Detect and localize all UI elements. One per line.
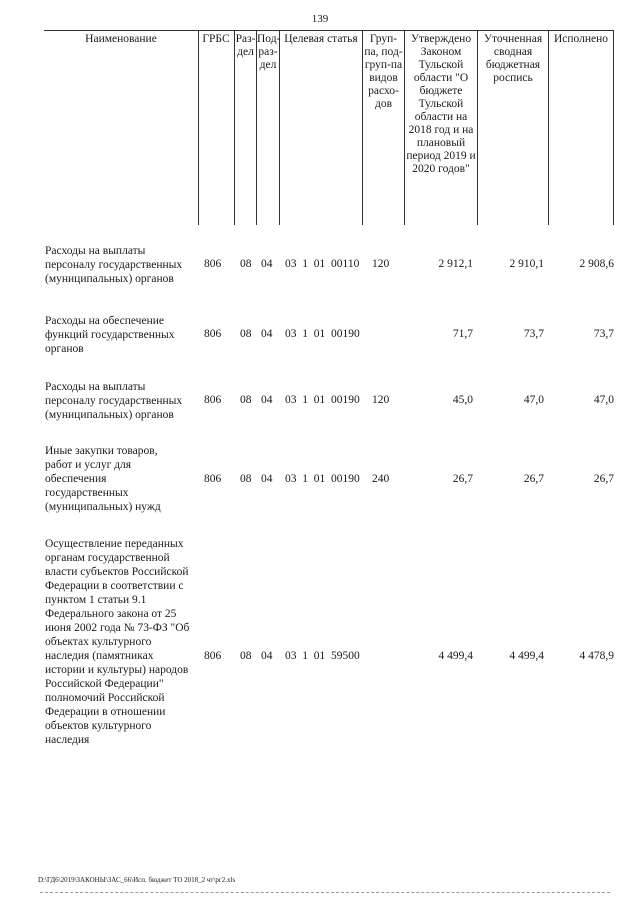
column-divider [548, 30, 549, 225]
header-podrazdel: Под-раз-дел [257, 33, 281, 71]
row-razdel: 08 [240, 650, 252, 662]
header-refined: Уточненная сводная бюджетная роспись [483, 33, 543, 84]
row-approved: 71,7 [452, 328, 473, 340]
row-razdel: 08 [240, 473, 252, 485]
row-name: Расходы на выплаты персоналу государственных (муниципальных) органов [45, 381, 183, 421]
table-header [44, 30, 614, 225]
footer-rule [40, 892, 610, 893]
header-group: Груп-па, под-груп-па видов расхо-дов [364, 33, 403, 110]
header-approved: Утверждено Законом Тульской области "О бюджете Тульской области на 2018 год и на плановый период 2019 и 2020 годов" [406, 33, 476, 175]
column-divider [198, 30, 199, 225]
header-name: Наименование [85, 33, 157, 45]
row-approved: 4 499,4 [438, 650, 473, 662]
row-executed: 2 908,6 [579, 258, 614, 270]
row-approved: 45,0 [452, 394, 473, 406]
row-executed: 26,7 [593, 473, 614, 485]
row-podrazdel: 04 [261, 258, 273, 270]
row-refined: 26,7 [523, 473, 544, 485]
row-grbs: 806 [204, 394, 222, 406]
row-group: 120 [372, 258, 390, 270]
row-podrazdel: 04 [261, 473, 273, 485]
row-grbs: 806 [204, 473, 222, 485]
row-target: 03 1 01 00110 [285, 258, 360, 270]
column-divider [234, 30, 235, 225]
row-refined: 47,0 [523, 394, 544, 406]
row-group: 120 [372, 394, 390, 406]
header-target: Целевая статья [284, 33, 358, 45]
row-podrazdel: 04 [261, 328, 273, 340]
row-executed: 4 478,9 [579, 650, 614, 662]
row-grbs: 806 [204, 258, 222, 270]
row-name: Иные закупки товаров, работ и услуг для обеспечения государственных (муниципальных) нужд [45, 445, 161, 513]
header-razdel: Раз-дел [235, 33, 256, 58]
row-refined: 2 910,1 [509, 258, 544, 270]
row-podrazdel: 04 [261, 650, 273, 662]
page-number: 139 [311, 13, 329, 25]
row-executed: 73,7 [593, 328, 614, 340]
row-target: 03 1 01 00190 [285, 394, 360, 406]
file-path-footer: D:\ГД6\2019\ЗАКОНЫ\ЗАС_66\Исп. бюджет ТО 2018_2 чт\рг2.xls [38, 876, 236, 884]
row-group: 240 [372, 473, 390, 485]
row-target: 03 1 01 59500 [285, 650, 360, 662]
row-razdel: 08 [240, 258, 252, 270]
row-grbs: 806 [204, 328, 222, 340]
row-approved: 2 912,1 [438, 258, 473, 270]
row-razdel: 08 [240, 394, 252, 406]
header-executed: Исполнено [553, 33, 609, 45]
row-target: 03 1 01 00190 [285, 473, 360, 485]
row-name: Расходы на выплаты персоналу государственных (муниципальных) органов [45, 245, 183, 285]
header-grbs: ГРБС [202, 33, 230, 45]
row-podrazdel: 04 [261, 394, 273, 406]
row-refined: 73,7 [523, 328, 544, 340]
row-refined: 4 499,4 [509, 650, 544, 662]
row-name: Расходы на обеспечение функций государственных органов [45, 315, 175, 355]
row-grbs: 806 [204, 650, 222, 662]
column-divider [279, 30, 280, 225]
row-razdel: 08 [240, 328, 252, 340]
row-target: 03 1 01 00190 [285, 328, 360, 340]
row-approved: 26,7 [452, 473, 473, 485]
row-name: Осуществление переданных органам государственной власти субъектов Российской Федерации в соответствии с пунктом 1 статьи 9.1 Федерального закона от 25 июня 2002 года № 73-ФЗ "Об объектах культурного наследия (памятниках истории и культуры) народов Российской Федерации" полномочий Российской Федерации в отношении объектов культурного наследия [45, 538, 190, 746]
row-executed: 47,0 [593, 394, 614, 406]
column-divider [613, 30, 614, 225]
